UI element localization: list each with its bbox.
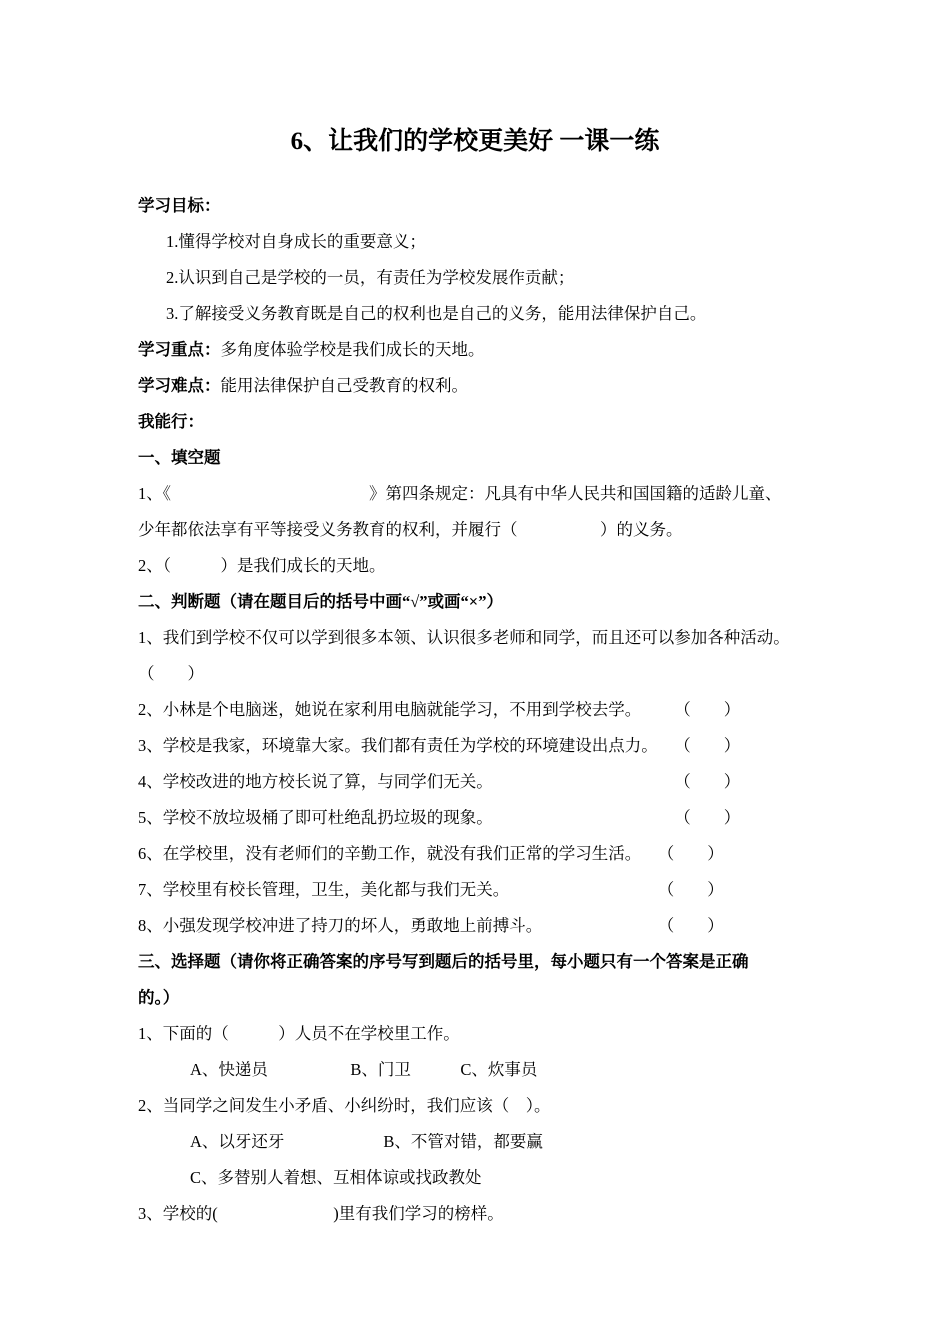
choice-question-2-options-line-1: A、以牙还牙 B、不管对错，都要赢 [190,1132,543,1151]
fill-in-question-1-line-2: 少年都依法享有平等接受义务教育的权利，并履行（ ）的义务。 [138,520,683,539]
judgment-question-2: 2、小林是个电脑迷，她说在家利用电脑就能学习，不用到学校去学。 （ ） [138,700,741,719]
section-choice-heading-line-2: 的。） [138,988,180,1007]
judgment-question-8: 8、小强发现学校冲进了持刀的坏人，勇敢地上前搏斗。 （ ） [138,916,724,935]
choice-question-1-options: A、快递员 B、门卫 C、炊事员 [190,1060,538,1079]
judgment-question-7: 7、学校里有校长管理，卫生，美化都与我们无关。 （ ） [138,880,724,899]
objectives-label: 学习目标： [138,196,221,215]
key-point-text: 多角度体验学校是我们成长的天地。 [220,340,485,359]
objective-item-2: 2.认识到自己是学校的一员，有责任为学校发展作贡献； [166,268,575,287]
judgment-question-3: 3、学校是我家，环境靠大家。我们都有责任为学校的环境建设出点力。 （ ） [138,736,741,755]
judgment-question-1-line-2: （ ） [138,664,204,683]
choice-question-3: 3、学校的( )里有我们学习的榜样。 [138,1204,504,1223]
choice-question-2: 2、当同学之间发生小矛盾、小纠纷时，我们应该（ ）。 [138,1096,551,1115]
fill-in-question-2: 2、（ ）是我们成长的天地。 [138,556,386,575]
difficult-point-label: 学习难点： [138,376,221,395]
objective-item-3: 3.了解接受义务教育既是自己的权利也是自己的义务，能用法律保护自己。 [166,304,707,323]
section-judgment-heading: 二、判断题（请在题目后的括号中画“√”或画“×”） [138,592,503,611]
judgment-question-5: 5、学校不放垃圾桶了即可杜绝乱扔垃圾的现象。 （ ） [138,808,741,827]
judgment-question-1-line-1: 1、我们到学校不仅可以学到很多本领、认识很多老师和同学，而且还可以参加各种活动。 [138,628,790,647]
i-can-label: 我能行： [138,412,204,431]
fill-in-question-1-line-1: 1、《 》第四条规定：凡具有中华人民共和国国籍的适龄儿童、 [138,484,782,503]
key-point-label: 学习重点： [138,340,221,359]
page-title: 6、让我们的学校更美好 一课一练 [290,128,660,155]
choice-question-2-options-line-2: C、多替别人着想、互相体谅或找政教处 [190,1168,482,1187]
choice-question-1: 1、下面的（ ）人员不在学校里工作。 [138,1024,460,1043]
difficult-point-text: 能用法律保护自己受教育的权利。 [220,376,468,395]
difficult-point-line [138,368,812,404]
judgment-question-6: 6、在学校里，没有老师们的辛勤工作，就没有我们正常的学习生活。 （ ） [138,844,724,863]
key-point-line [138,332,812,368]
objective-item-1: 1.懂得学校对自身成长的重要意义； [166,232,426,251]
section-fill-in-heading: 一、填空题 [138,448,221,467]
judgment-question-4: 4、学校改进的地方校长说了算，与同学们无关。 （ ） [138,772,741,791]
section-choice-heading-line-1: 三、选择题（请你将正确答案的序号写到题后的括号里，每小题只有一个答案是正确 [138,952,749,971]
